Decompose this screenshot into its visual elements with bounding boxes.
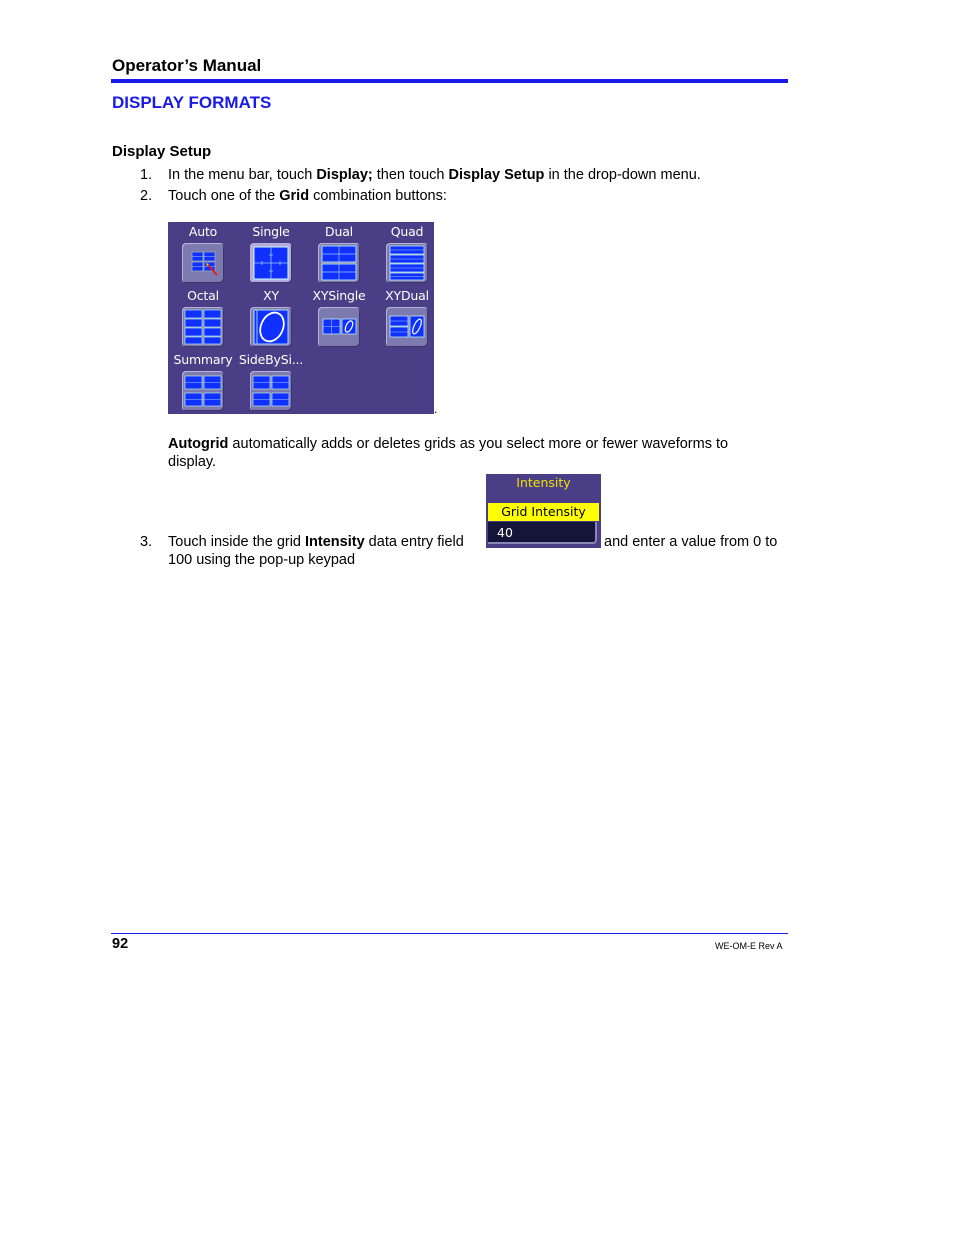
grid-intensity-widget	[486, 474, 601, 548]
grid-button-label: Summary	[173, 352, 233, 367]
grid-button-xysingle[interactable]	[305, 288, 373, 347]
dual-grid-icon	[318, 243, 360, 283]
octal-grid-icon	[182, 307, 224, 347]
grid-button-sidebyside[interactable]	[237, 352, 305, 411]
grid-button-label: Octal	[187, 288, 219, 303]
document-id: WE-OM-E Rev A	[715, 941, 783, 951]
autogrid-paragraph-line-1: Autogrid automatically adds or deletes grids as you select more or fewer waveforms to	[168, 436, 729, 452]
grid-combination-panel	[168, 222, 434, 414]
step-2-number: 2.	[140, 188, 153, 204]
grid-button-dual[interactable]	[305, 224, 373, 283]
quad-grid-icon	[386, 243, 428, 283]
step-1-number: 1.	[140, 167, 153, 183]
grid-button-xydual[interactable]	[373, 288, 441, 347]
step-3-text-continued: and enter a value from 0 to	[604, 534, 778, 550]
grid-intensity-label: Grid Intensity	[488, 503, 599, 521]
grid-button-auto[interactable]	[169, 224, 237, 283]
grid-button-label: XYDual	[385, 288, 429, 303]
grid-button-quad[interactable]	[373, 224, 441, 283]
page-number: 92	[112, 936, 129, 952]
header-rule	[111, 79, 788, 83]
grid-intensity-field[interactable]: 40	[488, 522, 597, 544]
grid-button-label: Quad	[390, 224, 424, 239]
manual-header-title: Operator’s Manual	[112, 56, 262, 75]
trailing-period: .	[434, 402, 438, 416]
grid-button-summary[interactable]	[169, 352, 237, 411]
grid-button-single[interactable]	[237, 224, 305, 283]
xydual-grid-icon	[386, 307, 428, 347]
grid-button-label: XY	[263, 288, 279, 303]
sidebyside-grid-icon	[250, 371, 292, 411]
footer-rule	[111, 933, 788, 934]
summary-grid-icon	[182, 371, 224, 411]
grid-button-label: Single	[252, 224, 290, 239]
section-title: DISPLAY FORMATS	[112, 93, 272, 112]
subsection-title: Display Setup	[112, 143, 212, 160]
grid-button-label: SideBySi...	[238, 352, 304, 367]
step-1-text: In the menu bar, touch Display; then touch Display Setup in the drop-down menu.	[168, 167, 701, 183]
xy-grid-icon	[250, 307, 292, 347]
grid-button-label: Auto	[188, 224, 218, 239]
autogrid-paragraph-line-2: display.	[168, 454, 217, 470]
xysingle-grid-icon	[318, 307, 360, 347]
step-3-text-line-2: 100 using the pop-up keypad	[168, 552, 356, 568]
step-2-text: Touch one of the Grid combination buttons:	[168, 188, 447, 204]
step-3-text: Touch inside the grid Intensity data entry field	[168, 534, 464, 550]
grid-button-octal[interactable]	[169, 288, 237, 347]
grid-button-label: XYSingle	[312, 288, 366, 303]
intensity-title: Intensity	[516, 475, 571, 490]
step-3-number: 3.	[140, 534, 153, 550]
grid-button-label: Dual	[325, 224, 353, 239]
grid-button-xy[interactable]	[237, 288, 305, 347]
single-grid-icon	[250, 243, 292, 283]
auto-grid-icon	[182, 243, 224, 283]
